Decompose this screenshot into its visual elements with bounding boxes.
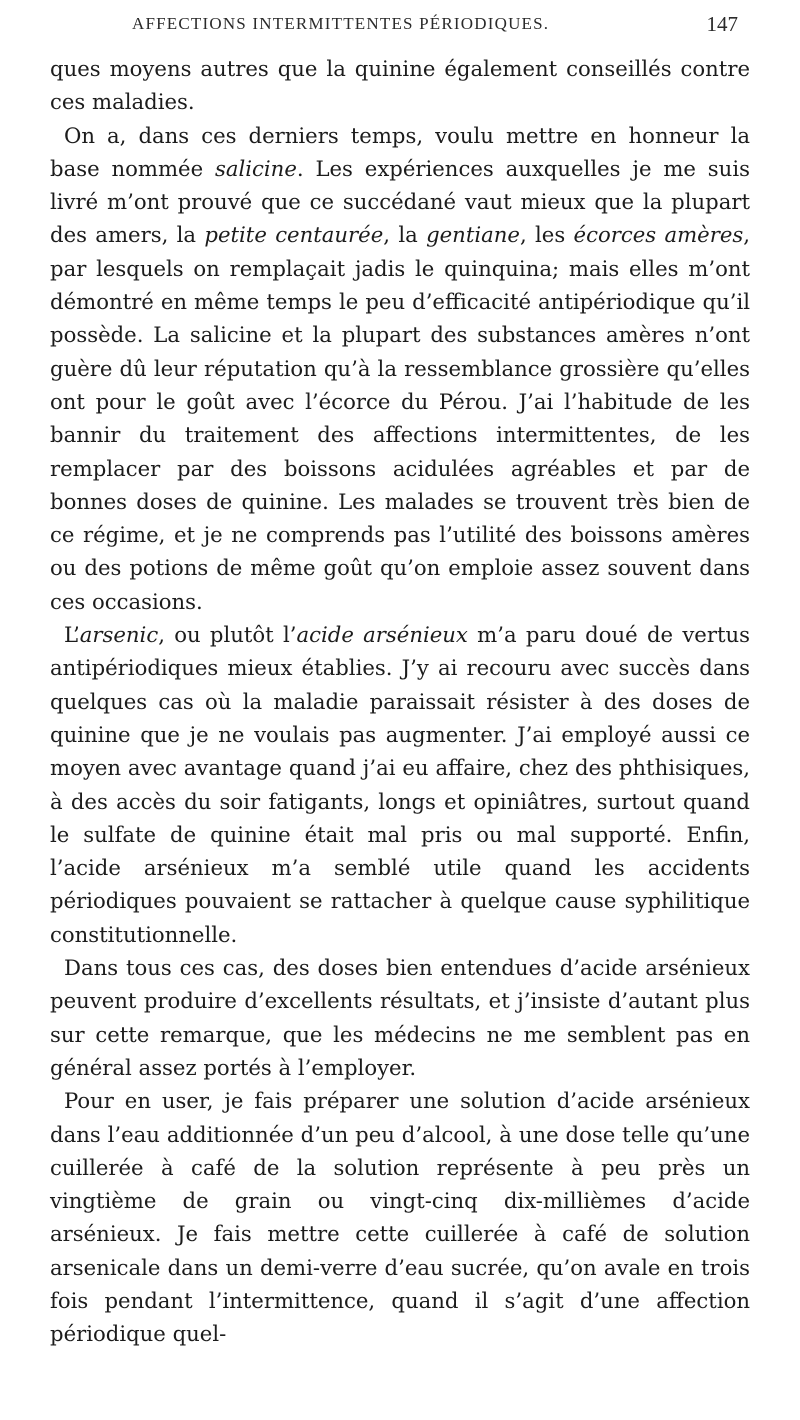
text-run: , la xyxy=(383,222,427,248)
paragraph xyxy=(50,951,750,1084)
text-run: , par lesquels on remplaçait jadis le quinquina; mais elles m’ont démontré en même temps le peu d’efficacité antipériodique qu’il possède. La salicine et la plupart des substances amères n’ont guère dû leur réputation qu’à la ressemblance grossière qu’elles ont pour le goût avec l’écorce du Pérou. J’ai l’habitude de les bannir du traitement des affections intermittentes, de les remplacer par des boissons acidulées agréables et par de bonnes doses de quinine. Les malades se trouvent très bien de ce régime, et je ne comprends pas l’utilité des boissons amères ou des potions de même goût qu’on emploie assez souvent dans ces occasions. xyxy=(50,222,751,614)
text-run: . Les expériences auxquelles je me suis livré m’ont prouvé que ce succédané vaut mieux que la plupart des amers, la xyxy=(50,155,750,248)
italic-term: arsenic xyxy=(79,622,159,648)
page-number: 147 xyxy=(706,12,738,36)
italic-term: écorces amères xyxy=(573,222,744,248)
paragraph xyxy=(50,1084,750,1350)
text-run: m’a paru doué de vertus antipériodiques mieux établies. J’y ai recouru avec succès dans quelques cas où la maladie paraissait résister à des doses de quinine que je ne voulais pas augmenter. J’ai employé aussi ce moyen avec avantage quand j’ai eu affaire, chez des phthisiques, à des accès du soir fatigants, longs et opiniâtres, surtout quand le sulfate de quinine était mal pris ou mal supporté. Enfin, l’acide arsénieux m’a semblé utile quand les accidents périodiques pouvaient se rattacher à quelque cause syphilitique constitutionnelle. xyxy=(50,622,750,947)
text-run: ques moyens autres que la quinine également conseillés contre ces maladies. xyxy=(50,56,750,115)
italic-term: petite centaurée xyxy=(204,222,384,248)
text-run: , ou plutôt l’ xyxy=(158,622,297,648)
text-run: Dans tous ces cas, des doses bien entendues d’acide arsénieux peuvent produire d’excellents résultats, et j’insiste d’autant plus sur cette remarque, que les médecins ne me semblent pas en général assez portés à l’employer. xyxy=(50,955,750,1080)
text-run: , les xyxy=(519,222,574,248)
text-run: On a, dans ces derniers temps, voulu mettre en honneur la base nommée xyxy=(50,122,750,181)
text-run: Pour en user, je fais préparer une solution d’acide arsénieux dans l’eau additionnée d’un peu d’alcool, à une dose telle qu’une cuillerée à café de la solution représente à peu près un vingtième de grain ou vingt-cinq dix-millièmes d’acide arsénieux. Je fais mettre cette cuillerée à café de solution arsenicale dans un demi-verre d’eau sucrée, qu’on avale en trois fois pendant l’intermittence, quand il s’agit d’une affection périodique quel- xyxy=(50,1088,750,1347)
italic-term: salicine xyxy=(214,155,297,181)
italic-term: gentiane xyxy=(426,222,520,248)
paragraph xyxy=(50,618,750,951)
running-title: AFFECTIONS INTERMITTENTES PÉRIODIQUES. xyxy=(132,14,550,33)
paragraph xyxy=(50,119,750,618)
text-run: L’ xyxy=(64,622,80,648)
paragraph xyxy=(50,52,750,119)
page-body xyxy=(50,52,750,1351)
italic-term: acide arsénieux xyxy=(296,622,468,648)
running-head xyxy=(50,14,750,42)
